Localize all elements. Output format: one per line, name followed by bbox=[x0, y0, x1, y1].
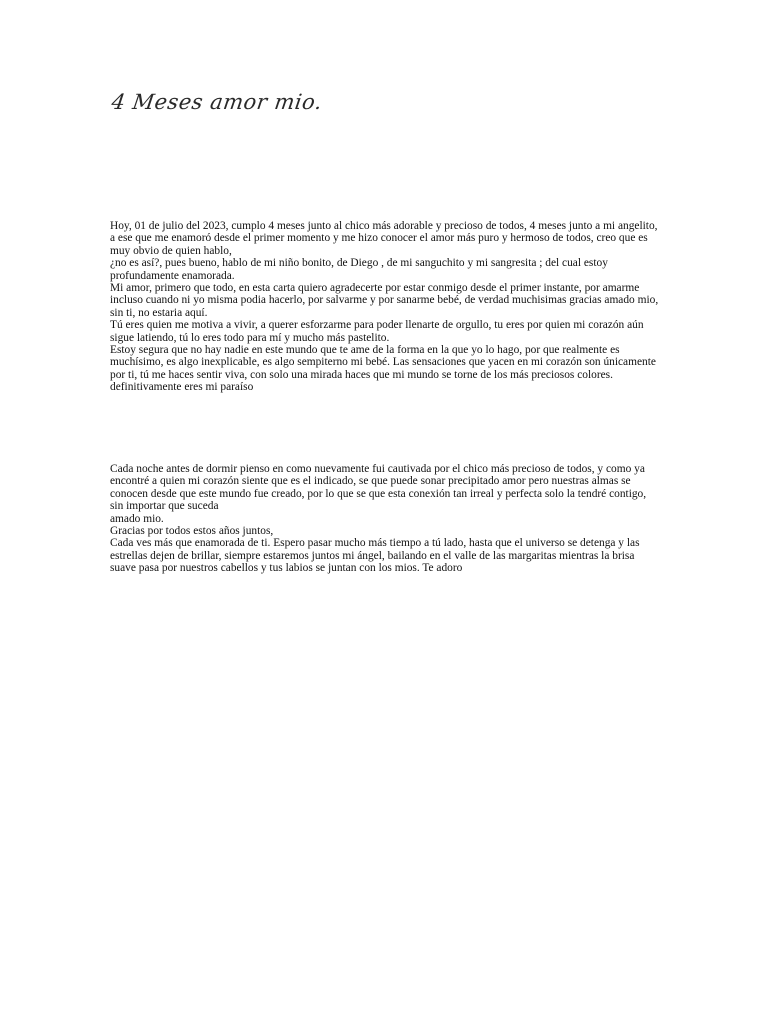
paragraph: Mi amor, primero que todo, en esta carta quiero agradecerte por estar conmigo desde el primer instante, por amarme incluso cuando ni yo misma podia hacerlo, por salvarme y por sanarme bebé, de verdad muchisimas gracias amado mio, sin ti, no estaria aquí. bbox=[110, 282, 659, 319]
letter-section-1 bbox=[110, 220, 662, 394]
paragraph: Cada ves más que enamorada de ti. Espero pasar mucho más tiempo a tú lado, hasta que el universo se detenga y las estrellas dejen de brillar, siempre estaremos juntos mi ángel, bailando en el valle de las margaritas mientras la brisa suave pasa por nuestros cabellos y tus labios se juntan con los mios. Te adoro bbox=[110, 537, 640, 575]
paragraph: Tú eres quien me motiva a vivir, a querer esforzarme para poder llenarte de orgullo, tu eres por quien mi corazón aún sigue latiendo, tú lo eres todo para mí y mucho más pastelito. bbox=[110, 319, 644, 344]
paragraph: Hoy, 01 de julio del 2023, cumplo 4 meses junto al chico más adorable y precioso de todos, 4 meses junto a mi angelito, a ese que me enamoró desde el primer momento y me hizo conocer el amor más puro y hermoso de todos, creo que es muy obvio de quien hablo, bbox=[110, 220, 658, 257]
paragraph: Gracias por todos estos años juntos, bbox=[110, 525, 274, 538]
paragraph: Cada noche antes de dormir pienso en como nuevamente fui cautivada por el chico más precioso de todos, y como ya encontré a quien mi corazón siente que es el indicado, se que puede sonar precipitado amor pero nuestras almas se conocen desde que este mundo fue creado, por lo que se que esta conexión tan irreal y perfecta solo la tendré contigo, sin importar que suceda bbox=[110, 463, 647, 513]
letter-section-2 bbox=[110, 463, 662, 575]
paragraph: ¿no es así?, pues bueno, hablo de mi niño bonito, de Diego , de mi sanguchito y mi sangresita ; del cual estoy profundamente enamorada. bbox=[110, 257, 608, 282]
paragraph: Estoy segura que no hay nadie en este mundo que te ame de la forma en la que yo lo hago, por que realmente es muchísimo, es algo inexplicable, es algo sempiterno mi bebé. Las sensaciones que yacen en mi corazón son únicamente por ti, tú me haces sentir viva, con solo una mirada haces que mi mundo se torne de los más preciosos colores. definitivamente eres mi paraíso bbox=[110, 344, 656, 394]
document-title: 4 Meses amor mio. bbox=[110, 90, 324, 114]
paragraph: amado mio. bbox=[110, 512, 164, 525]
